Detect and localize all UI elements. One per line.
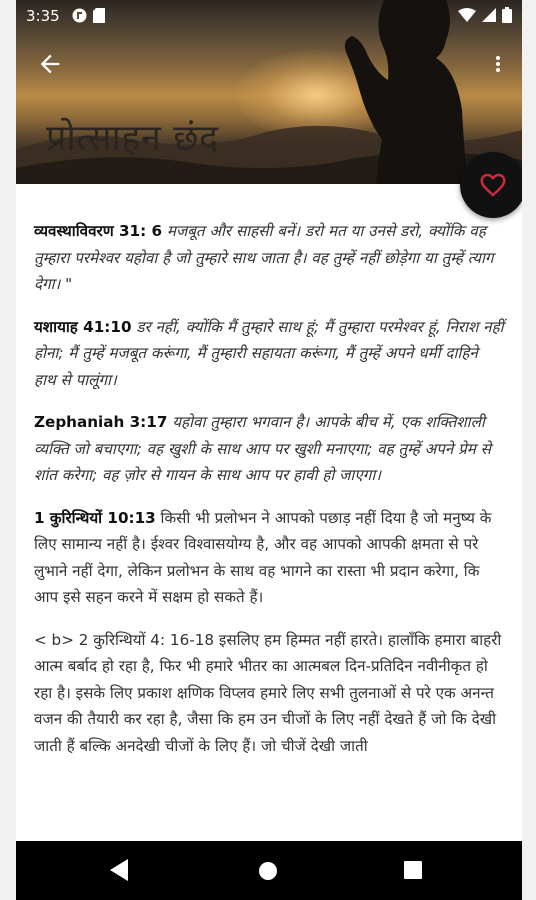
signal-icon <box>482 8 496 22</box>
verse-paragraph <box>34 627 504 760</box>
verse-reference: यशायाह 41:10 <box>34 317 132 336</box>
verses-content[interactable] <box>16 184 522 841</box>
nav-recents-button[interactable] <box>404 861 422 879</box>
verse-text: मजबूत और साहसी बनें। डरो मत या उनसे डरो, क्योंकि वह तुम्हारा परमेश्वर यहोवा है जो तुम्हारे साथ जाता है। वह तुम्हें नहीं छोड़ेगा या तुम्हें त्याग देगा। " <box>34 222 494 293</box>
header-image <box>16 0 522 184</box>
status-time: 3:35 <box>26 7 60 25</box>
favorite-button[interactable] <box>460 152 522 218</box>
notification-icons <box>72 8 105 23</box>
more-options-button[interactable] <box>488 50 508 78</box>
battery-icon <box>502 7 512 23</box>
nav-back-button[interactable] <box>110 859 130 881</box>
verse-reference: 1 कुरिन्थियों 10:13 <box>34 508 156 527</box>
more-vert-icon <box>488 50 508 78</box>
page-title: प्रोत्साहन छंद <box>46 118 219 159</box>
heart-outline-icon <box>477 170 509 200</box>
verse-paragraph <box>34 314 504 394</box>
arrow-back-icon <box>36 50 64 78</box>
back-button[interactable] <box>36 50 64 78</box>
sd-card-icon <box>93 8 105 23</box>
verse-text: < b> 2 कुरिन्थियों 4: 16-18 इसलिए हम हिम्मत नहीं हारते। हालाँकि हमारा बाहरी आत्म बर्बाद हो रहा है, फिर भी हमारे भीतर का आत्मबल दिन-प्रतिदिन नवीनीकृत हो रहा है। इसके लिए प्रकाश क्षणिक विप्लव हमारे लिए सभी तुलनाओं से परे एक अनन्त वजन की तैयारी कर रहा है, जैसा कि हम उन चीजों के लिए नहीं देखते हैं जो कि देखी जाती हैं बल्कि अनदेखी चीजों के लिए हैं। जो चीजें देखी जाती <box>34 630 502 755</box>
verse-reference: Zephaniah 3:17 <box>34 413 168 431</box>
verse-text: डर नहीं, क्योंकि मैं तुम्हारे साथ हूं; मैं तुम्हारा परमेश्वर हूं, निराश नहीं होना; मैं तुम्हें मजबूत करूंगा, मैं तुम्हारी सहायता करूंगा, मैं तुम्हें अपने धर्मी दाहिने हाथ से पालूंगा। <box>34 317 504 389</box>
navigation-bar <box>16 841 522 900</box>
app-screen <box>16 0 522 900</box>
status-bar <box>16 0 522 30</box>
verse-text: यहोवा तुम्हारा भगवान है। आपके बीच में, एक शक्तिशाली व्यक्ति जो बचाएगा; वह खुशी के साथ आप पर खुशी मनाएगा; वह तुम्हें अपने प्रेम से शांत करेगा; वह ज़ोर से गायन के साथ आप पर हावी हो जाएगा। <box>34 413 491 484</box>
verse-paragraph <box>34 218 504 298</box>
wifi-icon <box>458 8 476 22</box>
triangle-back-icon <box>110 859 130 881</box>
verse-paragraph <box>34 505 504 611</box>
nav-home-button[interactable] <box>258 861 278 881</box>
verse-reference: व्यवस्थाविवरण 31: 6 <box>34 222 163 240</box>
verse-text: किसी भी प्रलोभन ने आपको पछाड़ नहीं दिया है जो मनुष्य के लिए सामान्य नहीं है। ईश्वर विश्वासयोग्य है, और वह आपको आपकी क्षमता से परे लुभाने नहीं देगा, लेकिन प्रलोभन के साथ वह भागने का रास्ता भी प्रदान करेगा, कि आप इसे सहन करने में सक्षम हो सकते हैं। <box>34 508 492 606</box>
circle-home-icon <box>258 861 278 881</box>
system-icons <box>458 7 512 23</box>
square-recents-icon <box>404 861 422 879</box>
verse-paragraph <box>34 409 504 489</box>
app-notification-icon <box>72 8 87 23</box>
